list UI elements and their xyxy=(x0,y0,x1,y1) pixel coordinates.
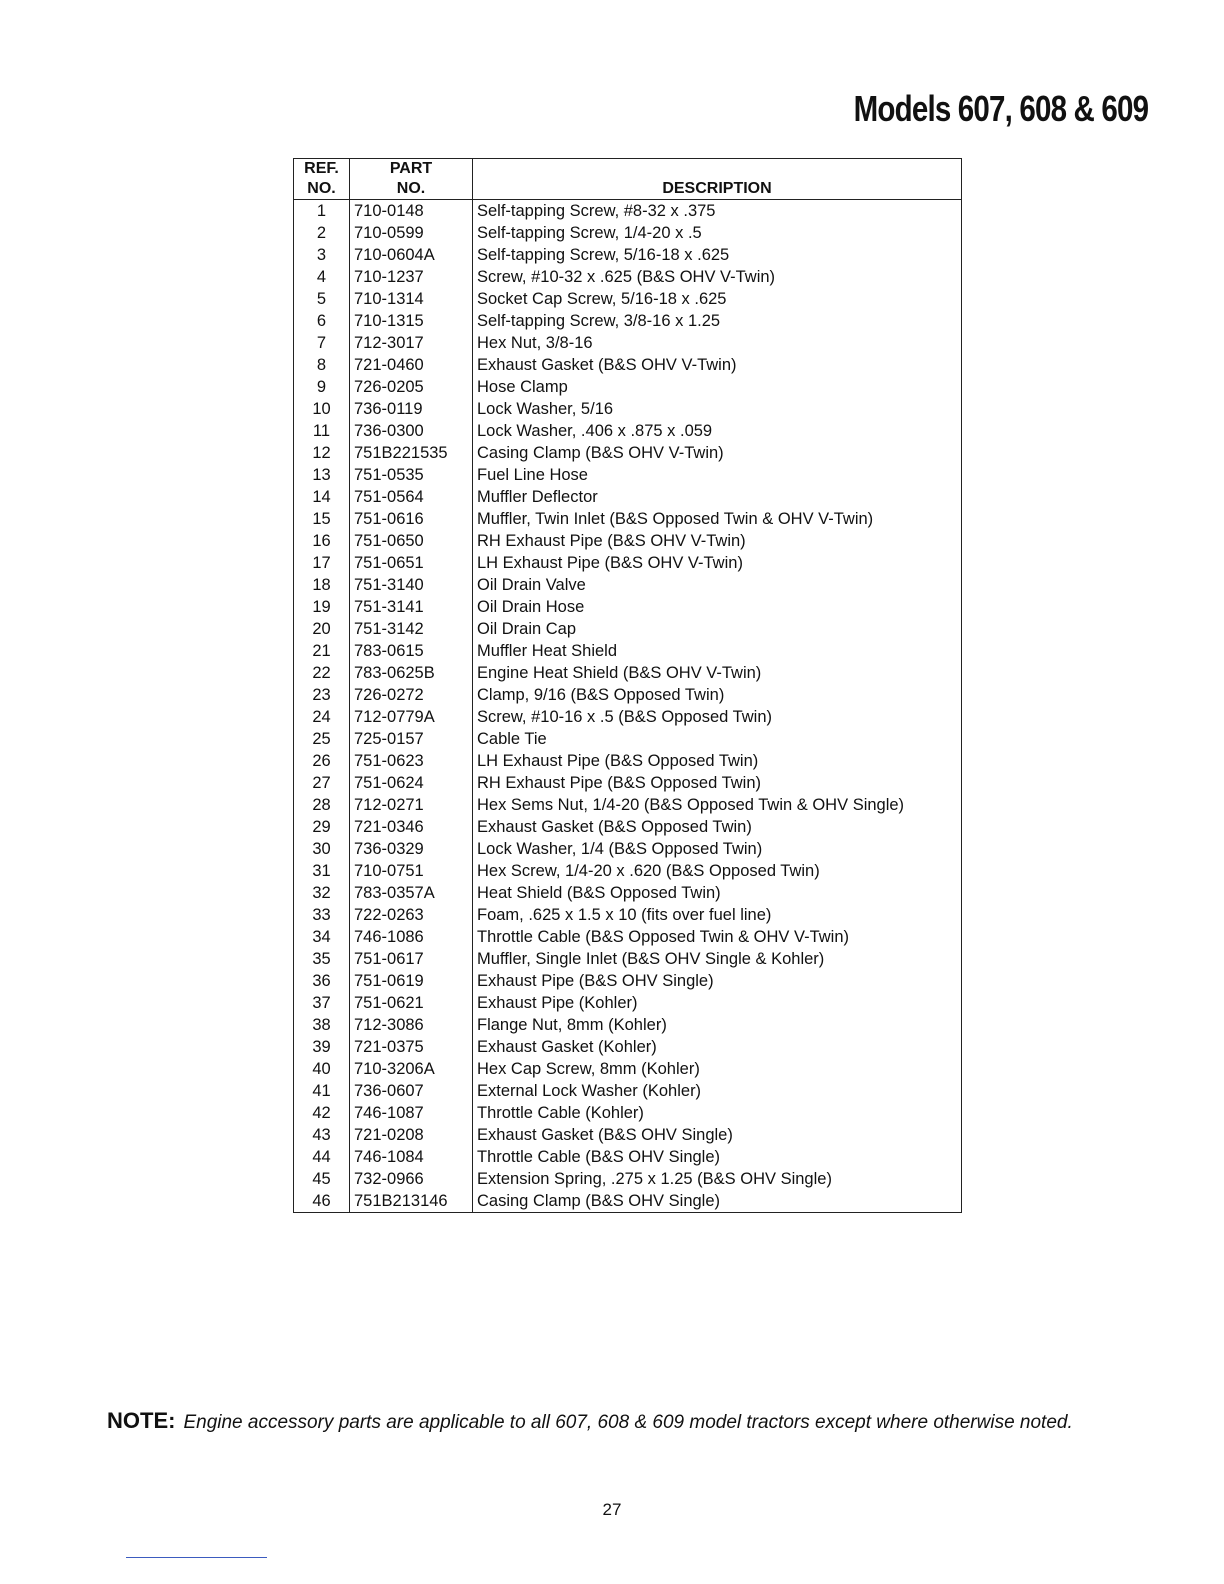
ref-no-cell: 44 xyxy=(294,1146,350,1168)
description-cell: Oil Drain Hose xyxy=(477,598,585,616)
description-cell: Screw, #10-32 x .625 (B&S OHV V-Twin) xyxy=(477,268,776,286)
part-no-cell: 751-0535 xyxy=(350,464,473,486)
ref-no-cell: 31 xyxy=(294,860,350,882)
part-no-cell: 722-0263 xyxy=(350,904,473,926)
ref-no-cell: 37 xyxy=(294,992,350,1014)
table-row xyxy=(294,288,962,310)
table-row xyxy=(294,376,962,398)
page-number: 27 xyxy=(602,1500,622,1519)
description-cell: Exhaust Pipe (Kohler) xyxy=(477,994,638,1012)
part-no-cell: 736-0329 xyxy=(350,838,473,860)
part-no-cell: 751-3141 xyxy=(350,596,473,618)
table-row xyxy=(294,948,962,970)
ref-no-cell: 38 xyxy=(294,1014,350,1036)
table-row xyxy=(294,838,962,860)
table-row xyxy=(294,222,962,244)
table-row xyxy=(294,354,962,376)
description-cell: Fuel Line Hose xyxy=(477,466,588,484)
ref-no-cell: 40 xyxy=(294,1058,350,1080)
description-cell: Hose Clamp xyxy=(477,378,568,396)
part-no-cell: 751-0623 xyxy=(350,750,473,772)
table-row xyxy=(294,552,962,574)
table-row xyxy=(294,200,962,223)
ref-no-cell: 46 xyxy=(294,1190,350,1213)
part-no-cell: 721-0460 xyxy=(350,354,473,376)
description-cell: Casing Clamp (B&S OHV Single) xyxy=(477,1192,721,1210)
description-cell: Flange Nut, 8mm (Kohler) xyxy=(477,1016,667,1034)
part-no-cell: 712-3017 xyxy=(350,332,473,354)
part-no-cell: 726-0205 xyxy=(350,376,473,398)
description-cell: Engine Heat Shield (B&S OHV V-Twin) xyxy=(477,664,762,682)
description-cell: RH Exhaust Pipe (B&S Opposed Twin) xyxy=(477,774,761,792)
table-row xyxy=(294,1124,962,1146)
ref-header-line2: NO. xyxy=(307,180,336,197)
part-no-cell: 751B221535 xyxy=(350,442,473,464)
ref-no-cell: 35 xyxy=(294,948,350,970)
part-no-cell: 710-0751 xyxy=(350,860,473,882)
part-no-cell: 736-0300 xyxy=(350,420,473,442)
ref-no-cell: 11 xyxy=(294,420,350,442)
table-row xyxy=(294,882,962,904)
ref-no-cell: 20 xyxy=(294,618,350,640)
table-row xyxy=(294,860,962,882)
table-row xyxy=(294,684,962,706)
table-row xyxy=(294,1080,962,1102)
part-no-cell: 710-1314 xyxy=(350,288,473,310)
description-cell: Exhaust Gasket (B&S OHV Single) xyxy=(477,1126,733,1144)
part-no-cell: 783-0357A xyxy=(350,882,473,904)
table-row xyxy=(294,970,962,992)
table-row xyxy=(294,266,962,288)
description-cell: Throttle Cable (Kohler) xyxy=(477,1104,644,1122)
description-cell: Lock Washer, .406 x .875 x .059 xyxy=(477,422,713,440)
table-row xyxy=(294,1168,962,1190)
ref-no-cell: 27 xyxy=(294,772,350,794)
part-no-cell: 746-1086 xyxy=(350,926,473,948)
table-row xyxy=(294,728,962,750)
part-no-cell: 710-1315 xyxy=(350,310,473,332)
description-cell: Exhaust Gasket (Kohler) xyxy=(477,1038,657,1056)
table-row xyxy=(294,442,962,464)
table-row xyxy=(294,618,962,640)
description-cell: Self-tapping Screw, 1/4-20 x .5 xyxy=(477,224,702,242)
table-row xyxy=(294,706,962,728)
description-cell: Throttle Cable (B&S Opposed Twin & OHV V-Twin) xyxy=(477,928,850,946)
description-cell: Lock Washer, 5/16 xyxy=(477,400,614,418)
table-row xyxy=(294,1146,962,1168)
description-cell: Hex Sems Nut, 1/4-20 (B&S Opposed Twin & OHV Single) xyxy=(477,796,905,814)
ref-header-line1: REF. xyxy=(304,160,339,177)
description-cell: Foam, .625 x 1.5 x 10 (fits over fuel line) xyxy=(477,906,772,924)
ref-no-cell: 43 xyxy=(294,1124,350,1146)
part-no-cell: 736-0119 xyxy=(350,398,473,420)
description-cell: Heat Shield (B&S Opposed Twin) xyxy=(477,884,721,902)
table-row xyxy=(294,530,962,552)
table-row xyxy=(294,904,962,926)
part-no-cell: 732-0966 xyxy=(350,1168,473,1190)
description-cell: Muffler Heat Shield xyxy=(477,642,618,660)
table-row xyxy=(294,596,962,618)
part-no-cell: 712-3086 xyxy=(350,1014,473,1036)
page-title: Models 607, 608 & 609 xyxy=(853,88,1148,129)
ref-no-cell: 39 xyxy=(294,1036,350,1058)
table-row xyxy=(294,816,962,838)
ref-no-cell: 33 xyxy=(294,904,350,926)
description-cell: Oil Drain Valve xyxy=(477,576,586,594)
table-row xyxy=(294,640,962,662)
part-no-cell: 710-0148 xyxy=(350,200,473,223)
ref-no-cell: 34 xyxy=(294,926,350,948)
ref-no-cell: 12 xyxy=(294,442,350,464)
note-label: NOTE: xyxy=(107,1408,176,1433)
table-row xyxy=(294,464,962,486)
ref-no-cell: 21 xyxy=(294,640,350,662)
description-header: DESCRIPTION xyxy=(473,159,962,200)
table-row xyxy=(294,1190,962,1213)
part-no-cell: 783-0615 xyxy=(350,640,473,662)
table-row xyxy=(294,574,962,596)
part-no-cell: 751-0564 xyxy=(350,486,473,508)
table-row xyxy=(294,310,962,332)
part-no-header xyxy=(350,159,473,200)
table-row xyxy=(294,992,962,1014)
part-no-cell: 725-0157 xyxy=(350,728,473,750)
table-row xyxy=(294,1036,962,1058)
description-cell: Throttle Cable (B&S OHV Single) xyxy=(477,1148,721,1166)
description-cell: Oil Drain Cap xyxy=(477,620,577,638)
table-body xyxy=(294,200,962,1213)
part-header-line1: PART xyxy=(389,160,433,177)
ref-no-cell: 32 xyxy=(294,882,350,904)
part-no-cell: 712-0271 xyxy=(350,794,473,816)
part-no-cell: 710-0599 xyxy=(350,222,473,244)
table-row xyxy=(294,244,962,266)
description-cell: Lock Washer, 1/4 (B&S Opposed Twin) xyxy=(477,840,763,858)
ref-no-cell: 2 xyxy=(294,222,350,244)
ref-no-cell: 16 xyxy=(294,530,350,552)
note-text: Engine accessory parts are applicable to all 607, 608 & 609 model tractors except where otherwise noted. xyxy=(183,1412,1073,1433)
description-cell: Extension Spring, .275 x 1.25 (B&S OHV Single) xyxy=(477,1170,832,1188)
ref-no-cell: 4 xyxy=(294,266,350,288)
description-cell: Screw, #10-16 x .5 (B&S Opposed Twin) xyxy=(477,708,773,726)
part-no-cell: 712-0779A xyxy=(350,706,473,728)
ref-no-cell: 45 xyxy=(294,1168,350,1190)
description-cell: Muffler, Single Inlet (B&S OHV Single & Kohler) xyxy=(477,950,825,968)
table-row xyxy=(294,662,962,684)
part-no-cell: 751-0617 xyxy=(350,948,473,970)
ref-no-cell: 7 xyxy=(294,332,350,354)
part-header-line2: NO. xyxy=(396,180,426,197)
part-no-cell: 751-3142 xyxy=(350,618,473,640)
description-cell: LH Exhaust Pipe (B&S OHV V-Twin) xyxy=(477,554,743,572)
bottom-rule xyxy=(126,1557,267,1558)
ref-no-cell: 9 xyxy=(294,376,350,398)
part-no-cell: 751-0619 xyxy=(350,970,473,992)
description-cell: LH Exhaust Pipe (B&S Opposed Twin) xyxy=(477,752,759,770)
description-cell: Self-tapping Screw, 5/16-18 x .625 xyxy=(477,246,730,264)
ref-no-cell: 19 xyxy=(294,596,350,618)
parts-table xyxy=(293,158,962,1213)
part-no-cell: 710-0604A xyxy=(350,244,473,266)
part-no-cell: 746-1084 xyxy=(350,1146,473,1168)
ref-no-cell: 8 xyxy=(294,354,350,376)
table-row xyxy=(294,398,962,420)
description-cell: Self-tapping Screw, 3/8-16 x 1.25 xyxy=(477,312,721,330)
table-row xyxy=(294,332,962,354)
description-cell: Socket Cap Screw, 5/16-18 x .625 xyxy=(477,290,727,308)
table-row xyxy=(294,750,962,772)
part-no-cell: 751-0651 xyxy=(350,552,473,574)
ref-no-cell: 13 xyxy=(294,464,350,486)
note xyxy=(107,1408,1073,1434)
part-no-cell: 721-0375 xyxy=(350,1036,473,1058)
part-no-cell: 751-0624 xyxy=(350,772,473,794)
table-row xyxy=(294,1102,962,1124)
description-cell: Muffler, Twin Inlet (B&S Opposed Twin & OHV V-Twin) xyxy=(477,510,874,528)
description-cell: Cable Tie xyxy=(477,730,547,748)
description-cell: Muffler Deflector xyxy=(477,488,598,506)
description-cell: Hex Screw, 1/4-20 x .620 (B&S Opposed Twin) xyxy=(477,862,820,880)
part-no-cell: 751B213146 xyxy=(350,1190,473,1213)
ref-no-cell: 36 xyxy=(294,970,350,992)
ref-no-cell: 41 xyxy=(294,1080,350,1102)
description-cell: Exhaust Pipe (B&S OHV Single) xyxy=(477,972,714,990)
table-row xyxy=(294,420,962,442)
table-header-row xyxy=(294,159,962,200)
part-no-cell: 736-0607 xyxy=(350,1080,473,1102)
ref-no-cell: 18 xyxy=(294,574,350,596)
description-cell: Exhaust Gasket (B&S OHV V-Twin) xyxy=(477,356,737,374)
ref-no-cell: 29 xyxy=(294,816,350,838)
description-cell: Hex Nut, 3/8-16 xyxy=(477,334,593,352)
ref-no-cell: 26 xyxy=(294,750,350,772)
ref-no-cell: 15 xyxy=(294,508,350,530)
description-cell: External Lock Washer (Kohler) xyxy=(477,1082,702,1100)
description-cell: Hex Cap Screw, 8mm (Kohler) xyxy=(477,1060,700,1078)
description-cell: Self-tapping Screw, #8-32 x .375 xyxy=(477,202,716,220)
part-no-cell: 710-1237 xyxy=(350,266,473,288)
ref-no-cell: 42 xyxy=(294,1102,350,1124)
table-row xyxy=(294,1058,962,1080)
description-cell: RH Exhaust Pipe (B&S OHV V-Twin) xyxy=(477,532,746,550)
part-no-cell: 751-3140 xyxy=(350,574,473,596)
part-no-cell: 751-0621 xyxy=(350,992,473,1014)
description-cell: Exhaust Gasket (B&S Opposed Twin) xyxy=(477,818,752,836)
table-row xyxy=(294,486,962,508)
ref-no-cell: 22 xyxy=(294,662,350,684)
ref-no-header xyxy=(294,159,350,200)
table-row xyxy=(294,794,962,816)
part-no-cell: 726-0272 xyxy=(350,684,473,706)
ref-no-cell: 30 xyxy=(294,838,350,860)
part-no-cell: 751-0650 xyxy=(350,530,473,552)
ref-no-cell: 6 xyxy=(294,310,350,332)
ref-no-cell: 17 xyxy=(294,552,350,574)
part-no-cell: 783-0625B xyxy=(350,662,473,684)
part-no-cell: 751-0616 xyxy=(350,508,473,530)
ref-no-cell: 14 xyxy=(294,486,350,508)
description-cell: Casing Clamp (B&S OHV V-Twin) xyxy=(477,444,724,462)
description-cell: Clamp, 9/16 (B&S Opposed Twin) xyxy=(477,686,725,704)
part-no-cell: 710-3206A xyxy=(350,1058,473,1080)
part-no-cell: 721-0208 xyxy=(350,1124,473,1146)
ref-no-cell: 28 xyxy=(294,794,350,816)
ref-no-cell: 23 xyxy=(294,684,350,706)
table-row xyxy=(294,926,962,948)
table-row xyxy=(294,772,962,794)
part-no-cell: 746-1087 xyxy=(350,1102,473,1124)
ref-no-cell: 1 xyxy=(294,200,350,223)
ref-no-cell: 5 xyxy=(294,288,350,310)
table-row xyxy=(294,508,962,530)
ref-no-cell: 24 xyxy=(294,706,350,728)
ref-no-cell: 25 xyxy=(294,728,350,750)
table-row xyxy=(294,1014,962,1036)
part-no-cell: 721-0346 xyxy=(350,816,473,838)
table-header xyxy=(294,159,962,200)
ref-no-cell: 3 xyxy=(294,244,350,266)
ref-no-cell: 10 xyxy=(294,398,350,420)
